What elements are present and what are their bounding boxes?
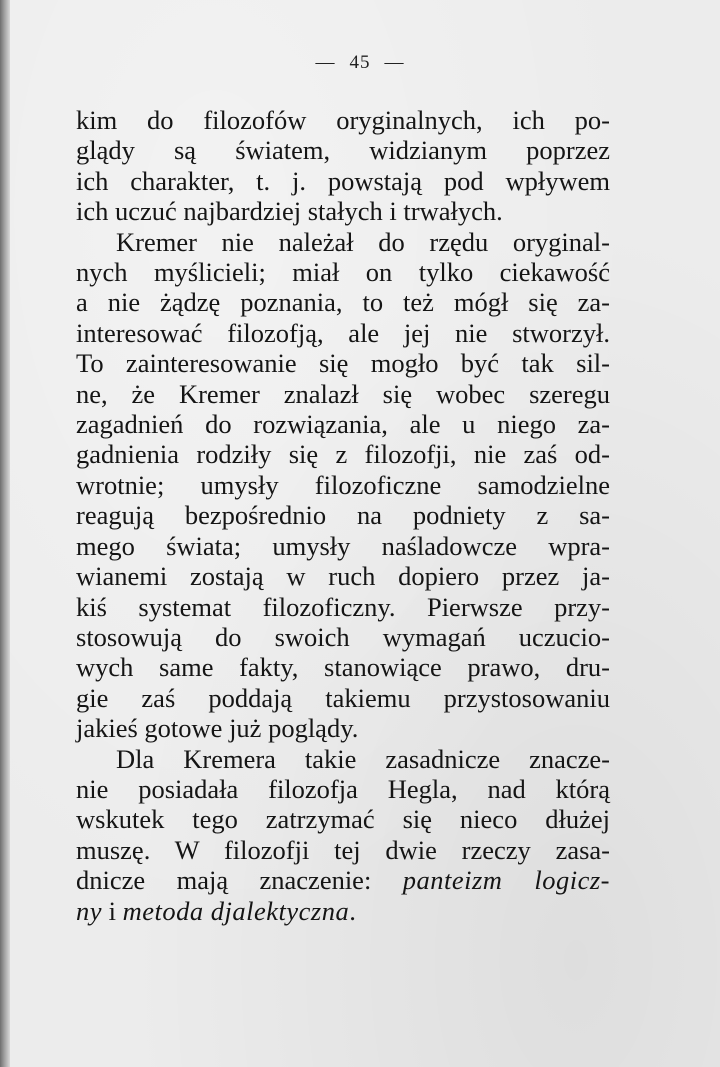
- text-line: zagadnień do rozwiązania, ale u niego za-: [76, 409, 610, 440]
- text-segment: dnicze mają znaczenie:: [76, 865, 372, 896]
- text-line: wych same fakty, stanowiące prawo, dru-: [76, 652, 610, 683]
- page-header: [0, 52, 720, 74]
- text-line: ich charakter, t. j. powstają pod wpływem: [76, 165, 610, 196]
- text-line: glądy są światem, widzianym poprzez: [76, 135, 610, 166]
- text-line: gie zaś poddają takiemu przystosowaniu: [76, 682, 610, 713]
- text-line: wskutek tego zatrzymać się nieco dłużej: [76, 804, 610, 835]
- italic-phrase: panteizm logicz-: [402, 865, 610, 896]
- text-line-mixed: [76, 896, 610, 926]
- text-line: stosowują do swoich wymagań uczucio-: [76, 621, 610, 652]
- text-line: reagują bezpośrednio na podniety z sa-: [76, 500, 610, 531]
- italic-phrase: metoda djalektyczna: [122, 895, 350, 926]
- paragraph-1: [76, 105, 610, 227]
- text-line-mixed: [76, 865, 610, 895]
- text-line: To zainteresowanie się mogło być tak sil-: [76, 348, 610, 379]
- book-binding-edge: [0, 0, 10, 1067]
- text-segment: i: [102, 895, 123, 926]
- text-line: interesować filozofją, ale jej nie stworzył.: [76, 317, 610, 348]
- text-line: wianemi zostają w ruch dopiero przez ja-: [76, 561, 610, 592]
- body-text: [76, 105, 610, 926]
- text-line: nych myślicieli; miał on tylko ciekawość: [76, 257, 610, 288]
- text-line: a nie żądzę poznania, to też mógł się za-: [76, 287, 610, 318]
- text-segment: .: [349, 895, 356, 926]
- text-line: kiś systemat filozoficzny. Pierwsze przy-: [76, 591, 610, 622]
- paragraph-2: [76, 227, 610, 744]
- header-dash-right: —: [384, 52, 405, 73]
- text-line: wrotnie; umysły filozoficzne samodzielne: [76, 469, 610, 500]
- text-line: Dla Kremera takie zasadnicze znacze-: [116, 743, 610, 774]
- text-line: jakieś gotowe już poglądy.: [76, 713, 359, 744]
- text-line: ne, że Kremer znalazł się wobec szeregu: [76, 378, 610, 409]
- paragraph-3: [76, 744, 610, 926]
- text-line: gadnienia rodziły się z filozofji, nie zaś od-: [76, 439, 610, 470]
- text-line: muszę. W filozofji tej dwie rzeczy zasa-: [76, 834, 610, 865]
- text-line: nie posiadała filozofja Hegla, nad którą: [76, 773, 610, 804]
- text-line: ich uczuć najbardziej stałych i trwałych.: [76, 196, 503, 227]
- header-dash-left: —: [315, 52, 336, 73]
- italic-phrase: ny: [76, 895, 103, 926]
- text-line: kim do filozofów oryginalnych, ich po-: [76, 105, 610, 135]
- text-line: Kremer nie należał do rzędu oryginal-: [116, 226, 610, 257]
- page-number: 45: [349, 52, 371, 73]
- text-line: mego świata; umysły naśladowcze wpra-: [76, 530, 610, 561]
